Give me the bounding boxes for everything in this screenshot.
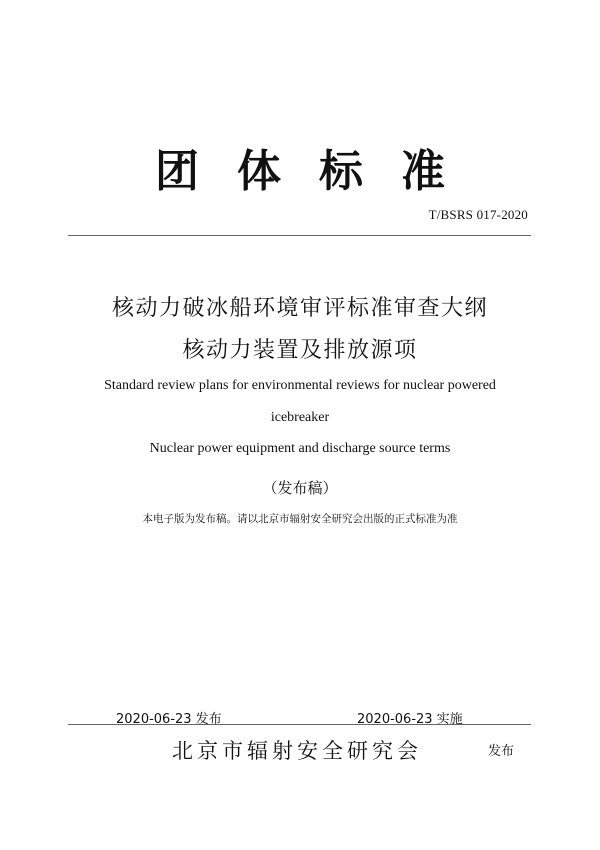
document-type-title: 团体标准	[155, 146, 483, 197]
header-divider	[68, 235, 531, 236]
chinese-title-line-2: 核动力装置及排放源项	[182, 338, 418, 363]
footer-divider	[68, 724, 531, 725]
implementation-date: 2020-06-23 实施	[357, 712, 463, 727]
issuing-organization: 北京市辐射安全研究会	[172, 739, 422, 763]
english-title-line-1: Standard review plans for environmental reviews for nuclear powered	[104, 378, 496, 393]
edition-notice: 本电子版为发布稿。请以北京市辐射安全研究会出版的正式标准为准	[142, 513, 458, 525]
english-title-line-2: icebreaker	[270, 410, 330, 425]
draft-status-label: （发布稿）	[262, 479, 338, 497]
chinese-title-line-1: 核动力破冰船环境审评标准审查大纲	[111, 296, 488, 321]
publish-label: 发布	[488, 744, 515, 759]
standard-number: T/BSRS 017-2020	[428, 207, 528, 222]
publish-date: 2020-06-23 发布	[116, 712, 222, 727]
english-subtitle: Nuclear power equipment and discharge source terms	[149, 441, 451, 456]
